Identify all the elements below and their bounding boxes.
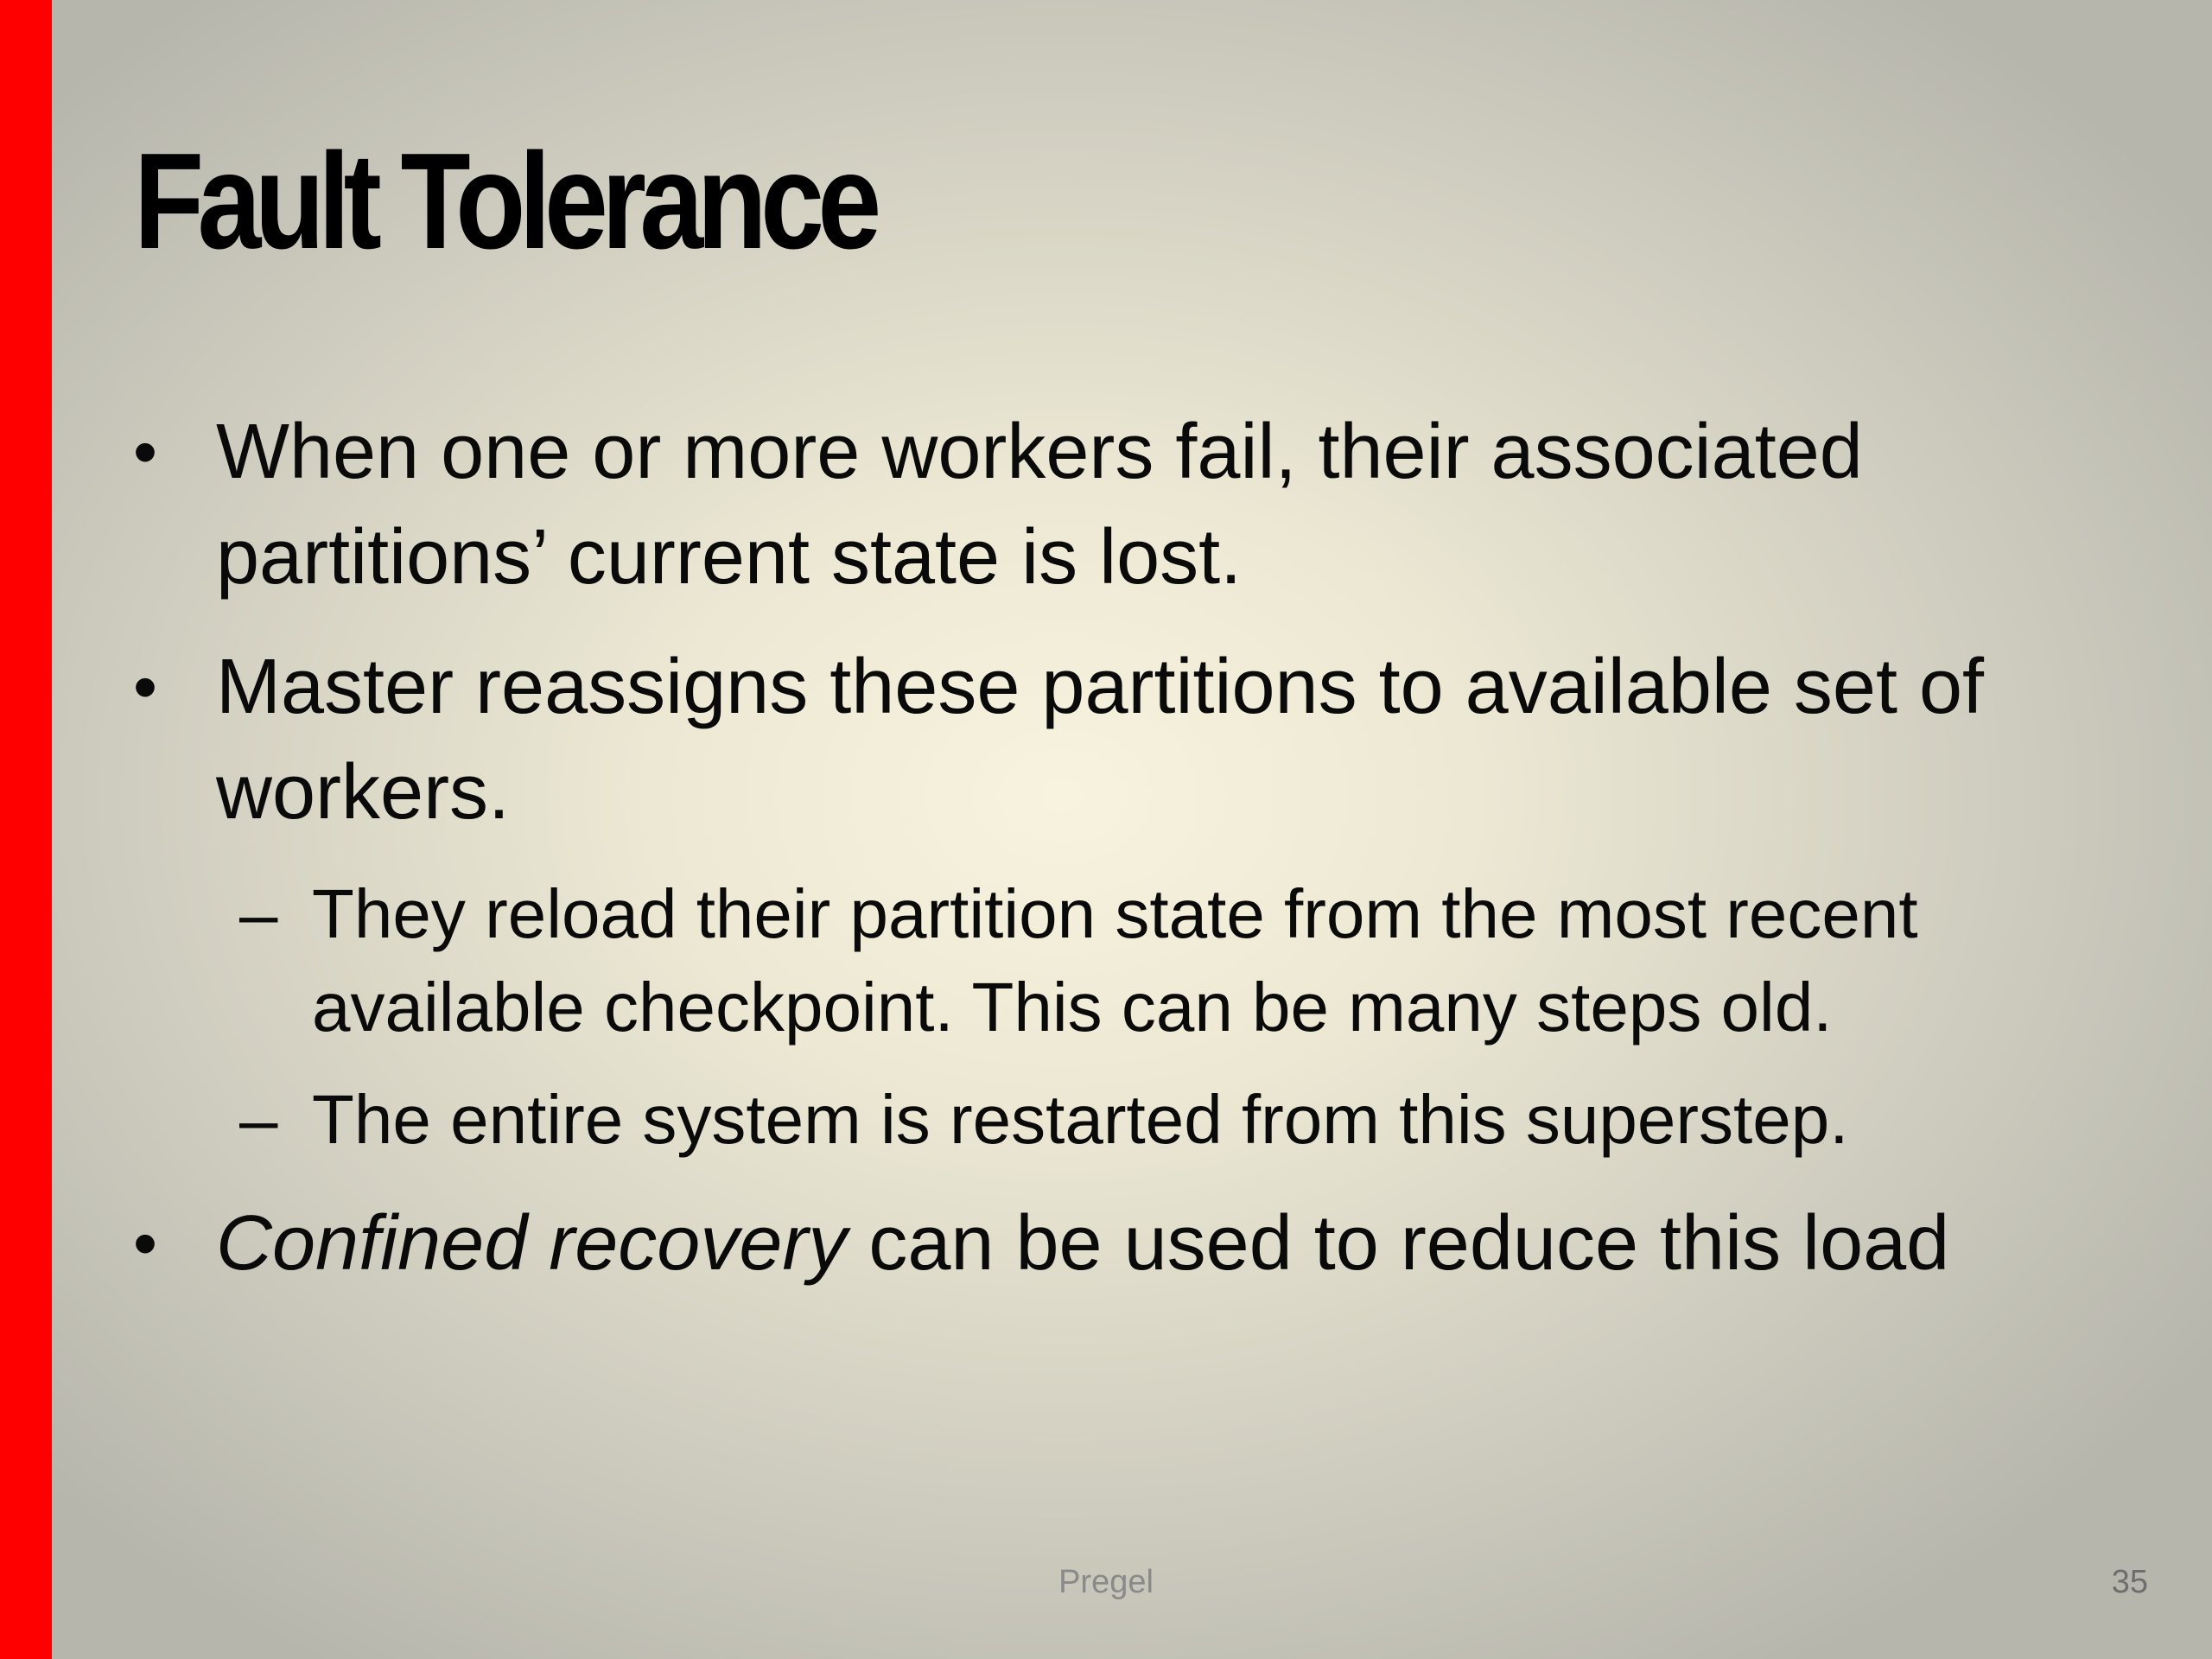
bullet-dot-icon: •: [133, 413, 158, 490]
sub-bullet-text: They reload their partition state from the most recent available checkpoint. This can be many steps old.: [312, 875, 1918, 1046]
bullet-dot-icon: •: [133, 1205, 158, 1281]
red-accent-bar: [0, 0, 52, 1659]
bullet-item: [130, 399, 2152, 610]
emphasized-term: Confined recovery: [216, 1200, 848, 1287]
bullet-item: [130, 1191, 2152, 1296]
sub-bullet-item: [130, 1073, 2152, 1166]
bullet-item: [130, 634, 2152, 1166]
sub-bullet-list: [216, 868, 2152, 1166]
sub-bullet-text: The entire system is restarted from this superstep.: [312, 1081, 1849, 1158]
slide-title: Fault Tolerance: [134, 125, 875, 277]
bullet-text: When one or more workers fail, their associated partitions’ current state is lost.: [216, 409, 1863, 601]
slide-page-number: 35: [2111, 1564, 2148, 1600]
bullet-text: Master reassigns these partitions to available set of workers.: [216, 644, 1985, 836]
bullet-text: can be used to reduce this load: [847, 1200, 1950, 1287]
slide-footer: Pregel: [1058, 1564, 1154, 1600]
sub-bullet-item: [130, 868, 2152, 1054]
bullet-list: [130, 399, 2152, 1320]
dash-icon: –: [239, 875, 278, 952]
bullet-dot-icon: •: [133, 648, 158, 725]
dash-icon: –: [239, 1081, 278, 1158]
